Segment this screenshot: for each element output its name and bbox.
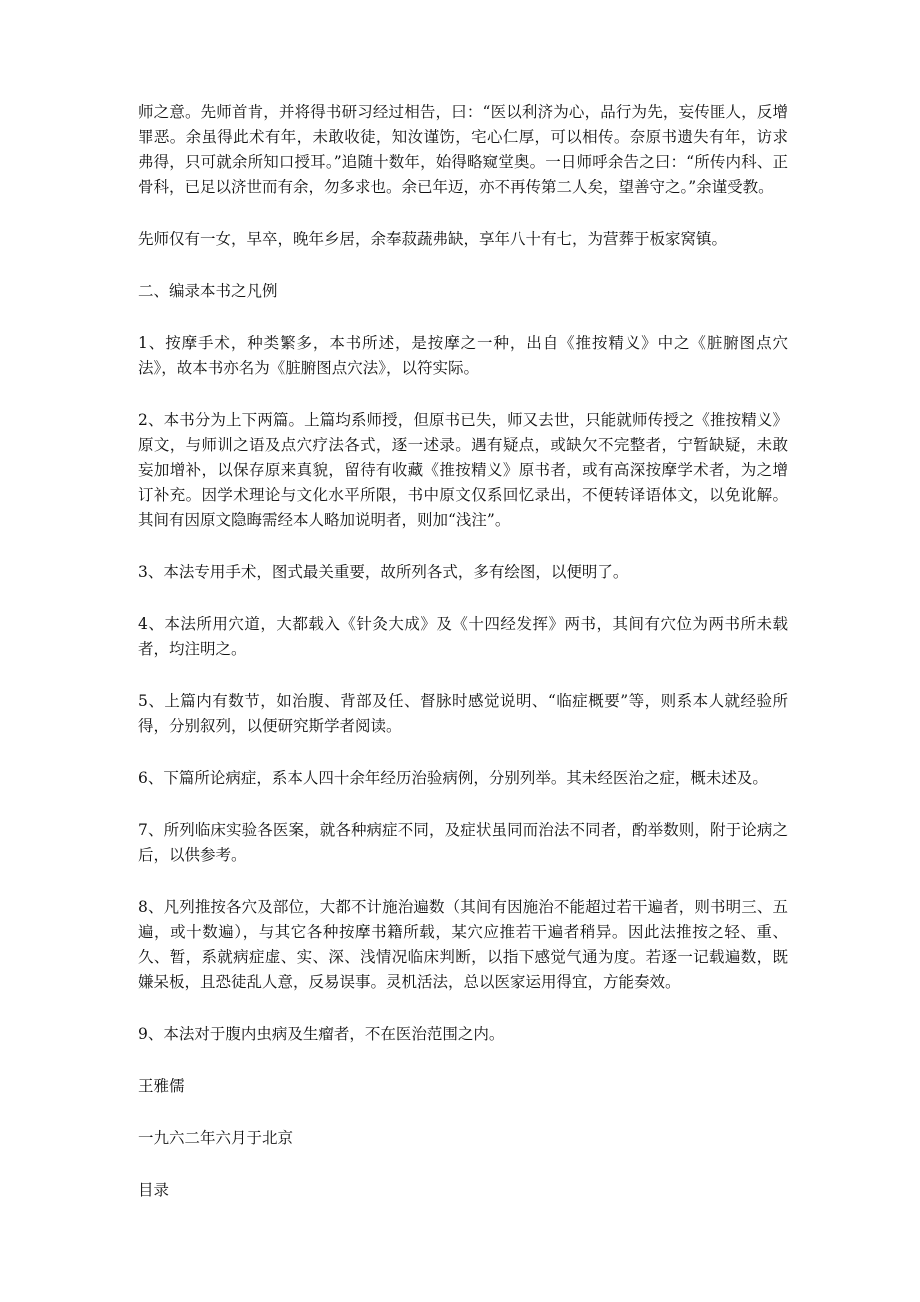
rule-item-7: 7、所列临床实验各医案，就各种病症不同，及症状虽同而治法不同者，酌举数则，附于论病之后，以供参考。: [138, 821, 788, 864]
rule-item-8: 8、凡列推按各穴及部位，大都不计施治遍数（其间有因施治不能超过若干遍者，则书明三、五遍，或十数遍），与其它各种按摩书籍所载，某穴应推若干遍者稍异。因此法推按之轻、重、久、暂，系就病症虚、实、深、浅情况临床判断，以指下感觉气通为度。若逐一记载遍数，既嫌呆板，且恐徒乱人意，反易误事。灵机活法，总以医家运用得宜，方能奏效。: [138, 898, 788, 991]
rule-item-4: 4、本法所用穴道，大都载入《针灸大成》及《十四经发挥》两书，其间有穴位为两书所未载者，均注明之。: [138, 615, 788, 658]
paragraph-teacher-family: 先师仅有一女，早卒，晚年乡居，余奉菽蔬弗缺，享年八十有七，为营葬于板家窝镇。: [138, 230, 728, 248]
rule-item-6: 6、下篇所论病症，系本人四十余年经历治验病例，分别列举。其未经医治之症，概未述及。: [138, 769, 768, 787]
toc-heading: 目录: [138, 1181, 170, 1199]
rule-item-5: 5、上篇内有数节，如治腹、背部及任、督脉时感觉说明、“临症概要”等，则系本人就经验所得，分别叙列，以便研究斯学者阅读。: [138, 692, 788, 735]
section-heading-conventions: 二、编录本书之凡例: [138, 282, 278, 300]
document-page: [138, 100, 788, 1230]
rule-item-2: 2、本书分为上下两篇。上篇均系师授，但原书已失，师又去世，只能就师传授之《推按精义》原文，与师训之语及点穴疗法各式，逐一述录。遇有疑点，或缺欠不完整者，宁暂缺疑，未敢妄加增补，以保存原来真貌，留待有收藏《推按精义》原书者，或有高深按摩学术者，为之增订补充。因学术理论与文化水平所限，书中原文仅系回忆录出，不便转译语体文，以免讹解。其间有因原文隐晦需经本人略加说明者，则加“浅注”。: [138, 411, 788, 529]
paragraph-teacher-words: 师之意。先师首肯，并将得书研习经过相告，曰：“医以利济为心，品行为先，妄传匪人，反增罪恶。余虽得此术有年，未敢收徒，知汝谨饬，宅心仁厚，可以相传。奈原书遗失有年，访求弗得，只可就余所知口授耳。”追随十数年，始得略窥堂奥。一日师呼余告之曰：“所传内科、正骨科，已足以济世而有余，勿多求也。余已年迈，亦不再传第二人矣，望善守之。”余谨受教。: [138, 103, 788, 196]
rule-item-3: 3、本法专用手术，图式最关重要，故所列各式，多有绘图，以便明了。: [138, 563, 629, 581]
date-place: 一九六二年六月于北京: [138, 1129, 294, 1147]
author-signature: 王雅儒: [138, 1077, 185, 1095]
rule-item-9: 9、本法对于腹内虫病及生瘤者，不在医治范围之内。: [138, 1025, 505, 1043]
rule-item-1: 1、按摩手术，种类繁多，本书所述，是按摩之一种，出自《推按精义》中之《脏腑图点穴法》，故本书亦名为《脏腑图点穴法》，以符实际。: [138, 334, 788, 377]
